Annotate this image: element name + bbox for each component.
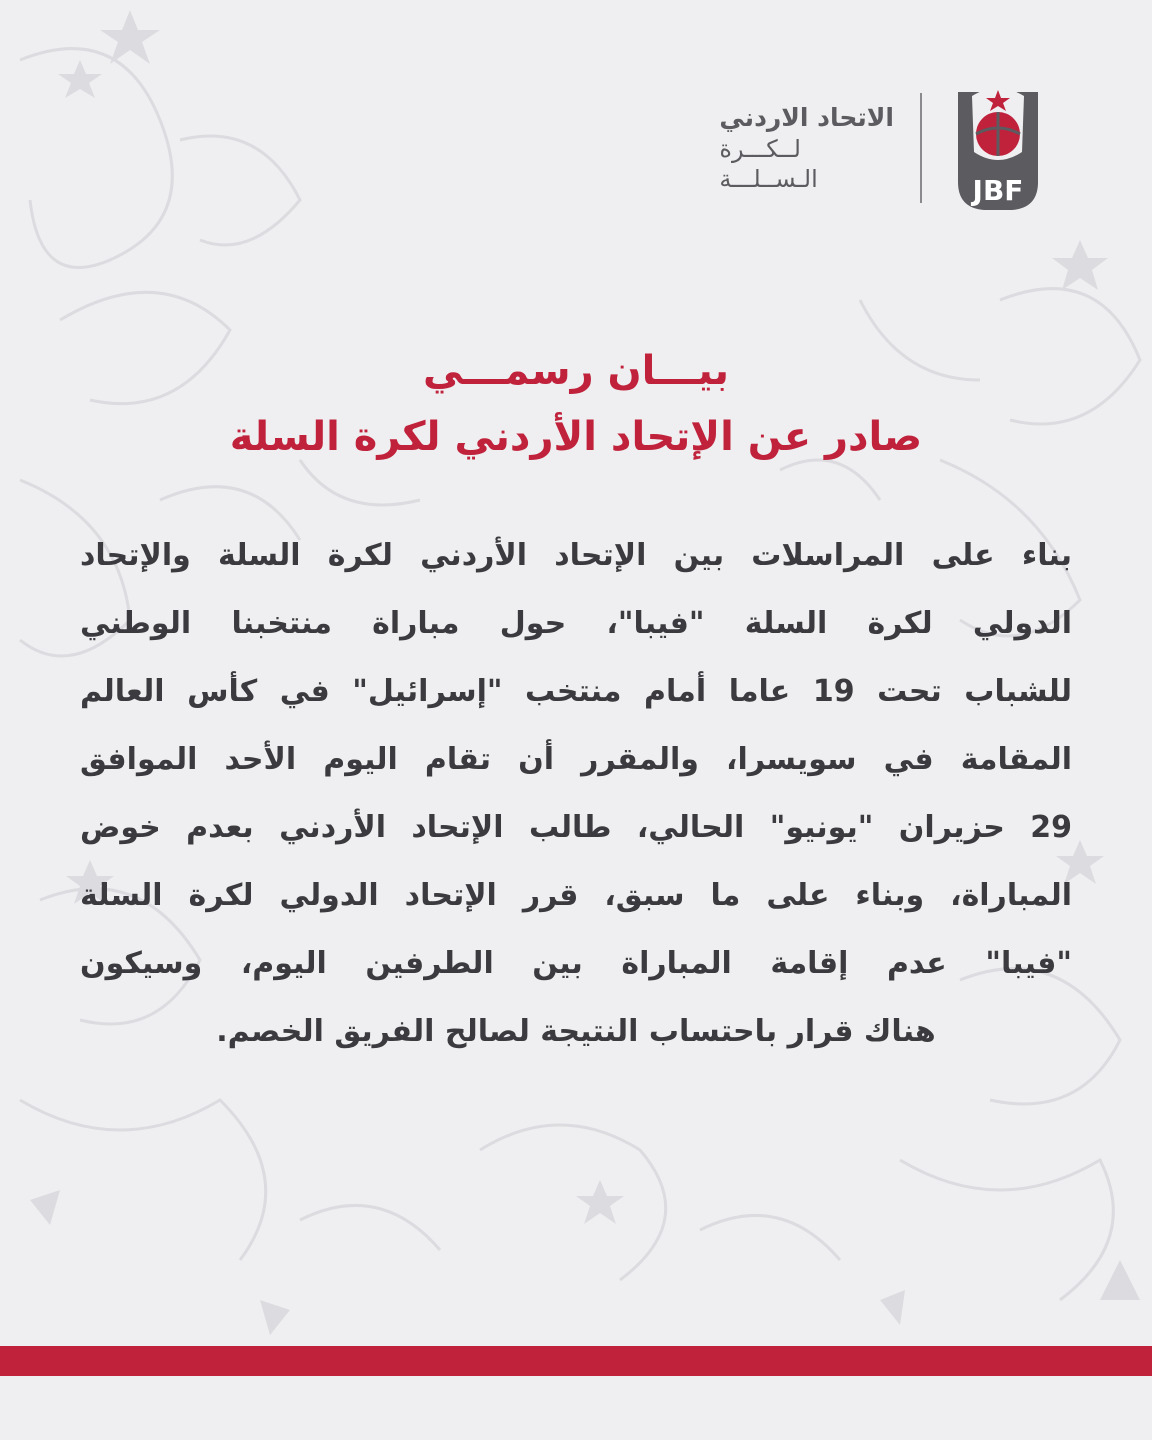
title-line-2: صادر عن الإتحاد الأردني لكرة السلة — [229, 414, 923, 460]
body-line: هناك قرار باحتساب النتيجة لصالح الفريق الخصم. — [216, 1014, 936, 1049]
statement-body — [80, 522, 1072, 1066]
logo-wordmark — [719, 102, 894, 194]
logo-line-3: الـســلـــة — [719, 165, 818, 193]
logo-line-1: الاتحاد الاردني — [719, 103, 894, 132]
title-line-1: بيـــان رسمـــي — [422, 348, 730, 394]
badge-text: JBF — [972, 174, 1024, 207]
federation-logo — [719, 82, 1044, 214]
body-line: "فيبا" عدم إقامة المباراة بين الطرفين اليوم، وسيكون — [80, 946, 1072, 981]
statement-title — [80, 338, 1072, 470]
jbf-badge-icon — [952, 82, 1044, 214]
body-line: للشباب تحت 19 عاما أمام منتخب "إسرائيل" في كأس العالم — [80, 674, 1072, 709]
logo-divider — [920, 93, 922, 203]
body-line: بناء على المراسلات بين الإتحاد الأردني لكرة السلة والإتحاد — [80, 538, 1072, 573]
body-line: الدولي لكرة السلة "فيبا"، حول مباراة منتخبنا الوطني — [80, 606, 1072, 641]
body-line: المقامة في سويسرا، والمقرر أن تقام اليوم الأحد الموافق — [80, 742, 1072, 777]
logo-line-2: لــكـــرة — [719, 135, 801, 163]
body-line: المباراة، وبناء على ما سبق، قرر الإتحاد الدولي لكرة السلة — [80, 878, 1072, 913]
body-line: 29 حزيران "يونيو" الحالي، طالب الإتحاد الأردني بعدم خوض — [80, 810, 1072, 845]
bottom-accent-band — [0, 1346, 1152, 1376]
